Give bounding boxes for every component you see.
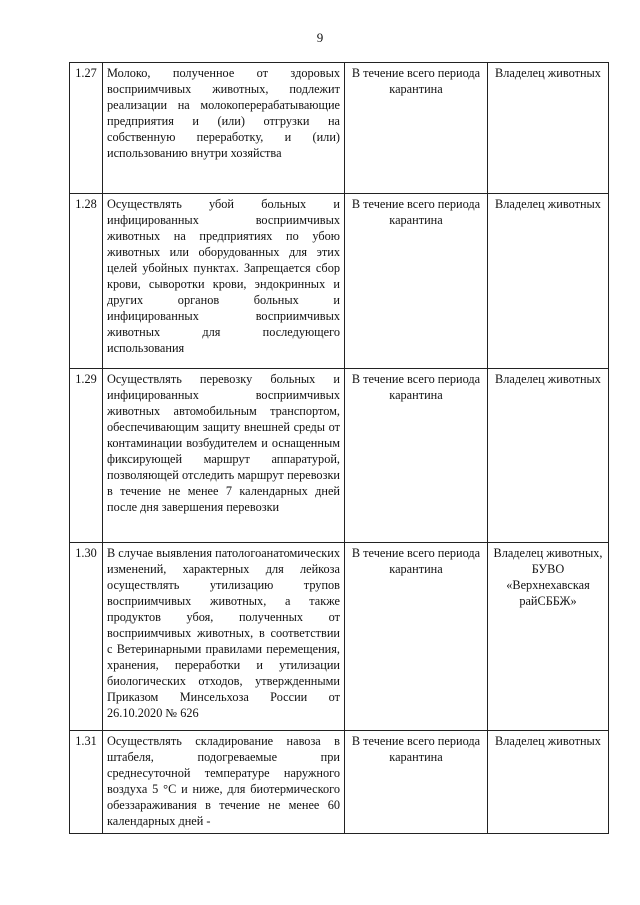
measure-term: В течение всего периода карантина xyxy=(345,543,488,731)
table-row xyxy=(70,543,609,731)
row-number: 1.31 xyxy=(70,731,103,834)
row-number: 1.27 xyxy=(70,63,103,194)
measure-responsible: Владелец животных, БУВО «Верхнехавская райСББЖ» xyxy=(488,543,609,731)
table-row xyxy=(70,731,609,834)
table-row xyxy=(70,369,609,543)
page-number: 9 xyxy=(316,30,324,45)
row-number: 1.30 xyxy=(70,543,103,731)
measure-term: В течение всего периода карантина xyxy=(345,63,488,194)
measure-responsible: Владелец животных xyxy=(488,63,609,194)
measure-term: В течение всего периода карантина xyxy=(345,194,488,369)
table-row xyxy=(70,194,609,369)
row-number: 1.28 xyxy=(70,194,103,369)
measure-responsible: Владелец животных xyxy=(488,369,609,543)
measure-term: В течение всего периода карантина xyxy=(345,731,488,834)
measure-description: В случае выявления патологоанатомических изменений, характерных для лейкоза осуществлять утилизацию трупов восприимчивых животных, а также продуктов убоя, полученных от восприимчивых животных, в соответствии с Ветеринарными правилами перемещения, хранения, переработки и утилизации биологических отходов, утвержденными Приказом Минсельхоза России от 26.10.2020 № 626 xyxy=(103,543,345,731)
measure-description: Осуществлять перевозку больных и инфицированных восприимчивых животных автомобильным транспортом, обеспечивающим защиту внешней среды от контаминации возбудителем и оснащенным фиксирующей маршрут аппаратурой, позволяющей отследить маршрут перевозки в течение не менее 7 календарных дней после дня завершения перевозки xyxy=(103,369,345,543)
table-row xyxy=(70,63,609,194)
measure-responsible: Владелец животных xyxy=(488,731,609,834)
measure-term: В течение всего периода карантина xyxy=(345,369,488,543)
measure-description: Осуществлять убой больных и инфицированных восприимчивых животных на предприятиях по убою животных или оборудованных для этих целей убойных пунктах. Запрещается сбор крови, сыворотки крови, эндокринных и других органов больных и инфицированных восприимчивых животных для последующего использования xyxy=(103,194,345,369)
measures-table xyxy=(69,62,609,834)
row-number: 1.29 xyxy=(70,369,103,543)
measure-responsible: Владелец животных xyxy=(488,194,609,369)
measure-description: Молоко, полученное от здоровых восприимчивых животных, подлежит реализации на молокоперерабатывающие предприятия и (или) отгрузки на собственную переработку, и (или) использованию внутри хозяйства xyxy=(103,63,345,194)
measure-description: Осуществлять складирование навоза в штабеля, подогреваемые при среднесуточной температуре наружного воздуха 5 °С и ниже, для биотермического обеззараживания в течение не менее 60 календарных дней - xyxy=(103,731,345,834)
